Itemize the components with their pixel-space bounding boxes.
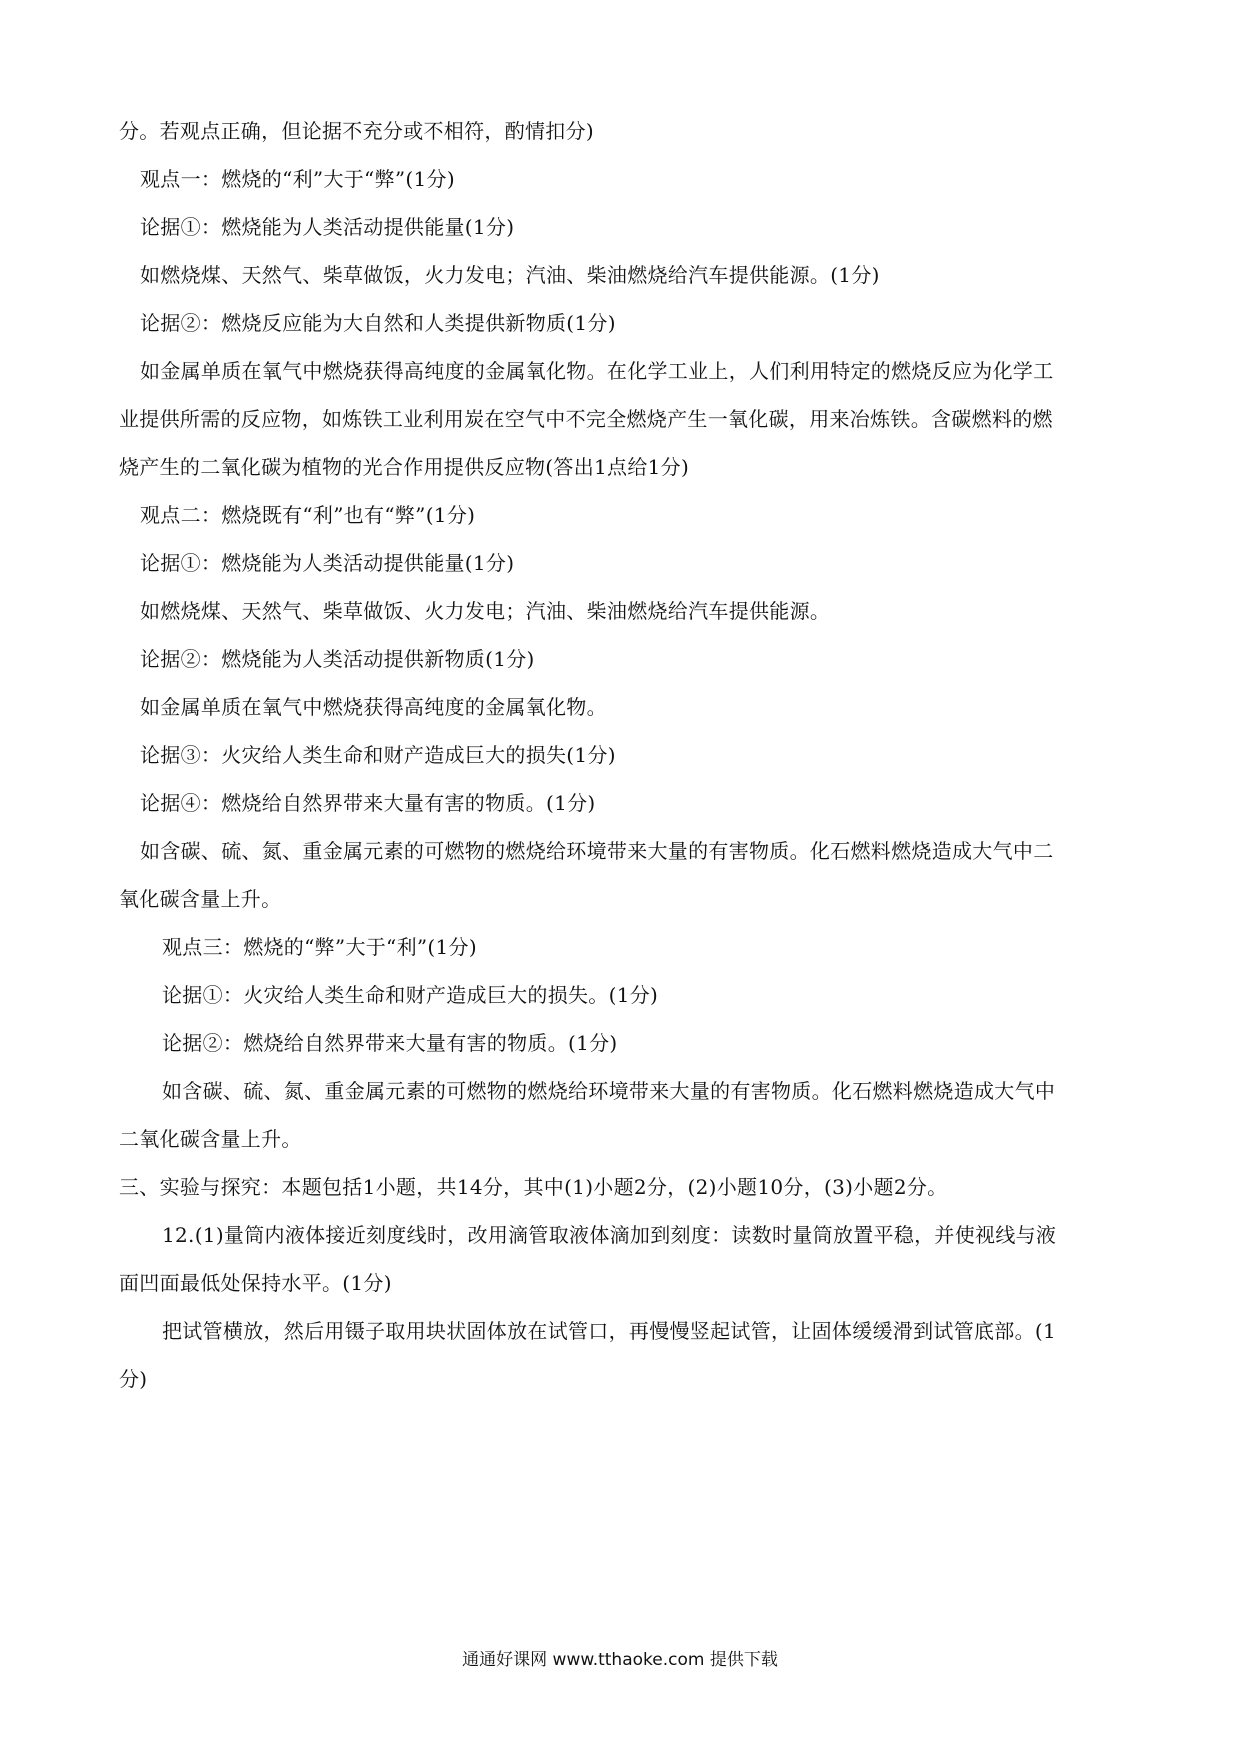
text-line: 如含碳、硫、氮、重金属元素的可燃物的燃烧给环境带来大量的有害物质。化石燃料燃烧造成大气中二 xyxy=(140,839,1054,863)
text-line: 观点一：燃烧的“利”大于“弊”(1分) xyxy=(140,167,455,191)
text-line: 论据③：火灾给人类生命和财产造成巨大的损失(1分) xyxy=(140,743,616,767)
page-footer: 通通好课网 www.tthaoke.com 提供下载 xyxy=(462,1650,778,1670)
text-line: 把试管横放，然后用镊子取用块状固体放在试管口，再慢慢竖起试管，让固体缓缓滑到试管底部。(1 xyxy=(162,1319,1057,1343)
text-line: 论据②：燃烧给自然界带来大量有害的物质。(1分) xyxy=(162,1031,618,1055)
text-line: 如燃烧煤、天然气、柴草做饭，火力发电；汽油、柴油燃烧给汽车提供能源。(1分) xyxy=(140,263,880,287)
text-line: 如金属单质在氧气中燃烧获得高纯度的金属氧化物。 xyxy=(140,695,607,719)
text-line: 12.(1)量筒内液体接近刻度线时，改用滴管取液体滴加到刻度：读数时量筒放置平稳，并使视线与液 xyxy=(162,1223,1057,1247)
text-line: 如燃烧煤、天然气、柴草做饭、火力发电；汽油、柴油燃烧给汽车提供能源。 xyxy=(140,599,831,623)
text-line: 论据①：燃烧能为人类活动提供能量(1分) xyxy=(140,551,515,575)
text-line: 烧产生的二氧化碳为植物的光合作用提供反应物(答出1点给1分) xyxy=(119,455,690,479)
text-line: 论据②：燃烧能为人类活动提供新物质(1分) xyxy=(140,647,535,671)
text-line: 论据①：燃烧能为人类活动提供能量(1分) xyxy=(140,215,515,239)
text-line: 观点三：燃烧的“弊”大于“利”(1分) xyxy=(162,935,477,959)
text-line: 面凹面最低处保持水平。(1分) xyxy=(119,1271,392,1295)
text-line: 如含碳、硫、氮、重金属元素的可燃物的燃烧给环境带来大量的有害物质。化石燃料燃烧造成大气中 xyxy=(162,1079,1056,1103)
text-line: 观点二：燃烧既有“利”也有“弊”(1分) xyxy=(140,503,476,527)
text-line: 如金属单质在氧气中燃烧获得高纯度的金属氧化物。在化学工业上，人们利用特定的燃烧反应为化学工 xyxy=(140,359,1054,383)
text-line: 论据①：火灾给人类生命和财产造成巨大的损失。(1分) xyxy=(162,983,659,1007)
text-line: 论据④：燃烧给自然界带来大量有害的物质。(1分) xyxy=(140,791,596,815)
section-heading: 三、实验与探究：本题包括1小题，共14分，其中(1)小题2分，(2)小题10分，(3)小题2分。 xyxy=(119,1175,948,1199)
text-line: 分) xyxy=(119,1367,148,1391)
text-line: 二氧化碳含量上升。 xyxy=(119,1127,302,1151)
text-line: 业提供所需的反应物，如炼铁工业利用炭在空气中不完全燃烧产生一氧化碳，用来冶炼铁。含碳燃料的燃 xyxy=(119,407,1053,431)
text-line: 氧化碳含量上升。 xyxy=(119,887,282,911)
text-line: 分。若观点正确，但论据不充分或不相符，酌情扣分) xyxy=(119,119,595,143)
text-line: 论据②：燃烧反应能为大自然和人类提供新物质(1分) xyxy=(140,311,616,335)
